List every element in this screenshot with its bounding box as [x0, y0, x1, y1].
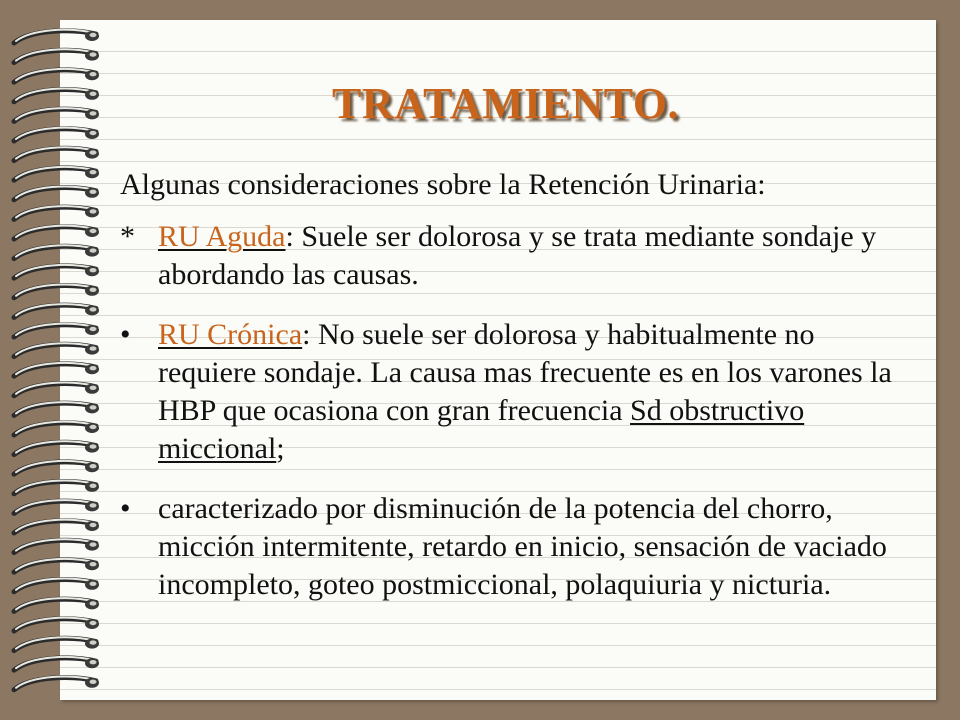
- asterisk-marker: *: [120, 220, 135, 253]
- intro-text: Algunas consideraciones sobre la Retención Urinaria:: [120, 168, 766, 201]
- ring-icon: [14, 49, 99, 62]
- ring-icon: [14, 539, 99, 552]
- slide-content: [120, 166, 920, 604]
- list-item-ru-cronica: [120, 316, 920, 468]
- item-text: caracterizado por disminución de la potencia del chorro, micción intermitente, retardo en inicio, sensación de vaciado incompleto, goteo postmiccional, polaquiuria y nicturia.: [158, 492, 887, 601]
- ring-icon: [14, 304, 99, 317]
- ring-icon: [14, 618, 99, 631]
- ring-icon: [14, 265, 99, 278]
- underlined-term: Sd obstructivo miccional: [158, 394, 805, 465]
- ring-icon: [14, 128, 99, 141]
- ring-icon: [14, 187, 99, 200]
- ring-icon: [14, 206, 99, 219]
- spiral-binding-icon: [0, 0, 120, 720]
- ring-icon: [14, 657, 99, 670]
- ring-icon: [14, 89, 99, 102]
- ring-icon: [14, 559, 99, 572]
- list-item-sintomas: [120, 490, 920, 604]
- ring-icon: [14, 637, 99, 650]
- ring-icon: [14, 461, 99, 474]
- ring-icon: [14, 69, 99, 82]
- ring-icon: [14, 324, 99, 337]
- ring-icon: [14, 598, 99, 611]
- ring-icon: [14, 579, 99, 592]
- ring-icon: [14, 677, 99, 690]
- ring-icon: [14, 422, 99, 435]
- ring-icon: [14, 226, 99, 239]
- slide-title: TRATAMIENTO.: [332, 79, 680, 128]
- term-separator: :: [285, 220, 302, 253]
- bullet-marker: •: [120, 318, 131, 351]
- ring-icon: [14, 520, 99, 533]
- ring-icon: [14, 147, 99, 160]
- ring-icon: [14, 30, 99, 43]
- item-text: No suele ser dolorosa y habitualmente no requiere sondaje. La causa mas frecuente es en los varones la HBP que ocasiona con gran frecuencia: [158, 318, 892, 427]
- list-item-ru-aguda: [120, 218, 920, 294]
- ring-icon: [14, 363, 99, 376]
- ring-icon: [14, 481, 99, 494]
- ring-icon: [14, 500, 99, 513]
- ring-icon: [14, 245, 99, 258]
- item-text: Suele ser dolorosa y se trata mediante sondaje y abordando las causas.: [158, 220, 877, 291]
- ring-icon: [14, 441, 99, 454]
- term-separator: :: [302, 318, 318, 351]
- bullet-marker: •: [120, 492, 131, 525]
- ring-icon: [14, 383, 99, 396]
- ring-icon: [14, 167, 99, 180]
- ring-icon: [14, 343, 99, 356]
- term-ru-aguda: RU Aguda: [158, 220, 286, 253]
- ring-icon: [14, 285, 99, 298]
- item-tail: ;: [276, 432, 285, 465]
- term-ru-cronica: RU Crónica: [158, 318, 303, 351]
- ring-icon: [14, 108, 99, 121]
- ring-icon: [14, 402, 99, 415]
